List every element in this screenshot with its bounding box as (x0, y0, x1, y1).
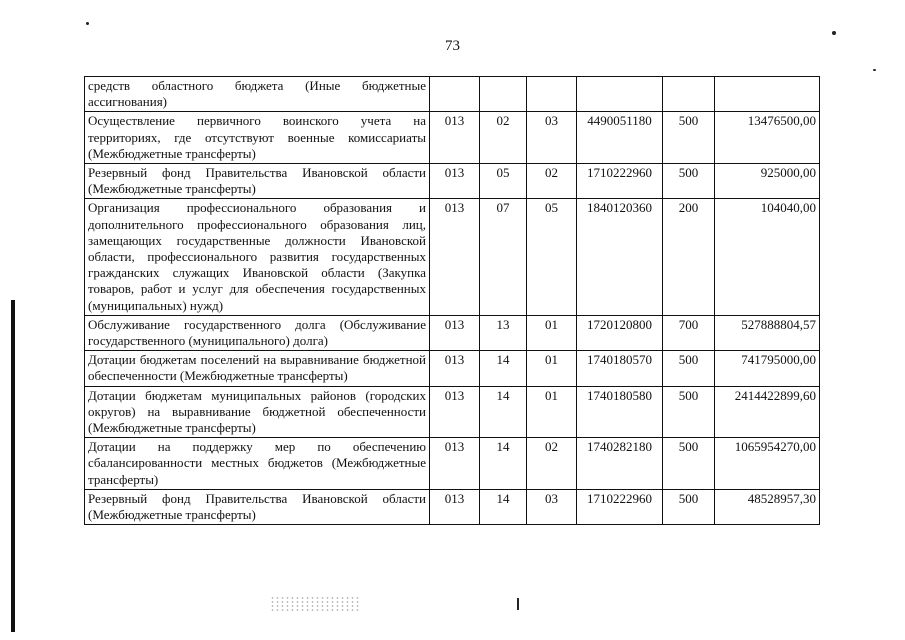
cell-amount: 48528957,30 (715, 489, 820, 524)
cell-target-article: 1710222960 (577, 489, 663, 524)
cell-section-code: 05 (480, 164, 527, 199)
cell-target-article: 1740180580 (577, 386, 663, 438)
row-description: Дотации на поддержку мер по обеспечению сбалансированности местных бюджетов (Межбюджетные трансферты) (85, 438, 430, 490)
row-description: Осуществление первичного воинского учета на территориях, где отсутствуют военные комиссариаты (Межбюджетные трансферты) (85, 112, 430, 164)
cell-amount: 2414422899,60 (715, 386, 820, 438)
cell-amount: 925000,00 (715, 164, 820, 199)
scan-speck (832, 31, 836, 35)
cell-expense-type: 500 (663, 351, 715, 386)
cell-gr-code: 013 (430, 438, 480, 490)
table-row (85, 112, 820, 164)
cell-expense-type: 200 (663, 199, 715, 315)
cell-subsection-code: 03 (527, 489, 577, 524)
scan-mark (517, 598, 519, 610)
cell-subsection-code: 02 (527, 438, 577, 490)
row-description: Обслуживание государственного долга (Обслуживание государственного (муниципального) долга) (85, 315, 430, 350)
cell-amount: 741795000,00 (715, 351, 820, 386)
page-number: 73 (445, 38, 460, 54)
cell-gr-code: 013 (430, 351, 480, 386)
table-row (85, 164, 820, 199)
scan-margin-bar (11, 300, 15, 632)
cell-amount (715, 77, 820, 112)
cell-section-code: 14 (480, 351, 527, 386)
budget-table (84, 76, 820, 525)
cell-gr-code: 013 (430, 199, 480, 315)
cell-expense-type: 500 (663, 164, 715, 199)
cell-expense-type: 500 (663, 489, 715, 524)
cell-subsection-code: 01 (527, 315, 577, 350)
scan-speck (86, 22, 89, 25)
table-row (85, 315, 820, 350)
cell-gr-code: 013 (430, 489, 480, 524)
cell-gr-code: 013 (430, 164, 480, 199)
cell-amount: 104040,00 (715, 199, 820, 315)
cell-subsection-code: 05 (527, 199, 577, 315)
table-row (85, 77, 820, 112)
cell-target-article: 4490051180 (577, 112, 663, 164)
row-description: Дотации бюджетам поселений на выравнивание бюджетной обеспеченности (Межбюджетные трансферты) (85, 351, 430, 386)
cell-section-code: 14 (480, 386, 527, 438)
cell-expense-type: 700 (663, 315, 715, 350)
cell-section-code (480, 77, 527, 112)
table-row (85, 489, 820, 524)
table-row (85, 386, 820, 438)
cell-section-code: 13 (480, 315, 527, 350)
cell-gr-code: 013 (430, 386, 480, 438)
cell-subsection-code: 03 (527, 112, 577, 164)
table-row (85, 351, 820, 386)
row-description: средств областного бюджета (Иные бюджетные ассигнования) (85, 77, 430, 112)
cell-amount: 527888804,57 (715, 315, 820, 350)
row-description: Резервный фонд Правительства Ивановской области (Межбюджетные трансферты) (85, 164, 430, 199)
cell-gr-code (430, 77, 480, 112)
row-description: Дотации бюджетам муниципальных районов (городских округов) на выравнивание бюджетной обеспеченности (Межбюджетные трансферты) (85, 386, 430, 438)
cell-subsection-code (527, 77, 577, 112)
cell-gr-code: 013 (430, 315, 480, 350)
cell-expense-type: 500 (663, 112, 715, 164)
cell-section-code: 02 (480, 112, 527, 164)
row-description: Резервный фонд Правительства Ивановской области (Межбюджетные трансферты) (85, 489, 430, 524)
cell-section-code: 14 (480, 489, 527, 524)
cell-expense-type: 500 (663, 386, 715, 438)
cell-target-article: 1840120360 (577, 199, 663, 315)
cell-section-code: 07 (480, 199, 527, 315)
cell-expense-type (663, 77, 715, 112)
row-description: Организация профессионального образования и дополнительного профессионального образования лиц, замещающих государственные должности Ивановской области, профессионального развития государственных гражданских служащих Ивановской области (Закупка товаров, работ и услуг для обеспечения государственных (муниципальных) нужд) (85, 199, 430, 315)
budget-table-body (85, 77, 820, 525)
cell-amount: 13476500,00 (715, 112, 820, 164)
cell-expense-type: 500 (663, 438, 715, 490)
cell-section-code: 14 (480, 438, 527, 490)
table-row (85, 438, 820, 490)
cell-gr-code: 013 (430, 112, 480, 164)
cell-amount: 1065954270,00 (715, 438, 820, 490)
cell-target-article: 1710222960 (577, 164, 663, 199)
cell-target-article: 1740180570 (577, 351, 663, 386)
scan-speck (873, 69, 876, 71)
cell-subsection-code: 01 (527, 386, 577, 438)
cell-target-article: 1740282180 (577, 438, 663, 490)
table-row (85, 199, 820, 315)
cell-target-article (577, 77, 663, 112)
scan-noise (270, 596, 360, 612)
cell-subsection-code: 01 (527, 351, 577, 386)
cell-subsection-code: 02 (527, 164, 577, 199)
cell-target-article: 1720120800 (577, 315, 663, 350)
